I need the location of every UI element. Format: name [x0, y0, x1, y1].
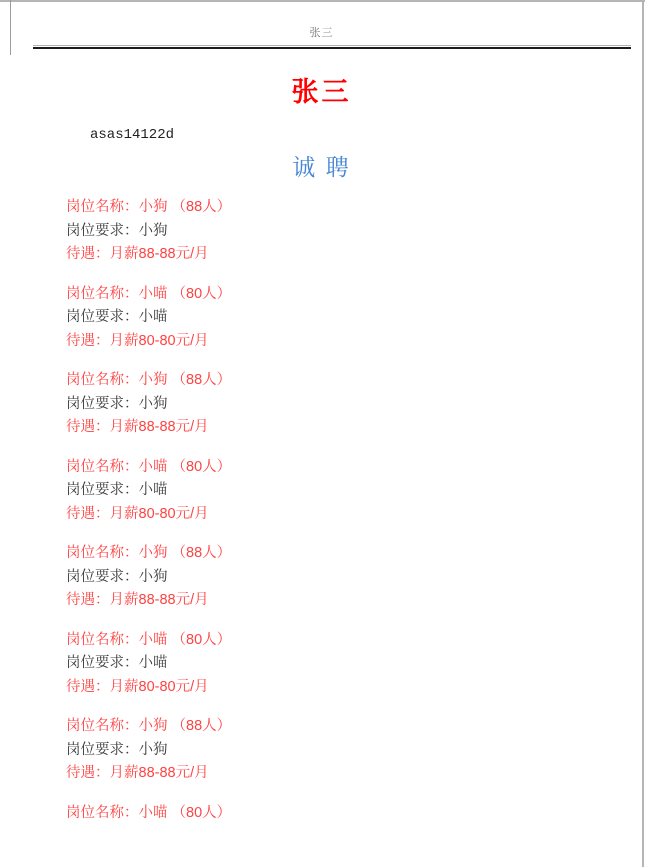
job-requirement-line: 岗位要求：小狗 [66, 568, 168, 585]
job-requirement-line: 岗位要求：小狗 [66, 741, 168, 758]
job-posting [66, 283, 625, 354]
job-salary-line: 待遇：月薪80-80元/月 [66, 332, 209, 349]
job-requirement-line: 岗位要求：小狗 [66, 222, 168, 239]
job-posting [66, 369, 625, 440]
job-name-line: 岗位名称：小狗 （88人） [66, 199, 232, 215]
job-salary-line: 待遇：月薪80-80元/月 [66, 505, 209, 522]
job-posting [66, 456, 625, 527]
job-posting [66, 542, 625, 613]
page-right-edge [642, 0, 644, 867]
job-posting [66, 802, 625, 826]
job-posting [66, 629, 625, 700]
job-requirement-line: 岗位要求：小喵 [66, 482, 168, 498]
document-title: 张三 [291, 77, 352, 107]
page-header [0, 24, 643, 40]
job-posting [66, 196, 625, 267]
job-name-line: 岗位名称：小狗 （88人） [66, 545, 232, 561]
job-list [66, 196, 625, 841]
job-name-line: 岗位名称：小喵 （80人） [66, 804, 232, 821]
job-name-line: 岗位名称：小喵 （80人） [66, 285, 232, 302]
job-requirement-line: 岗位要求：小狗 [66, 395, 168, 412]
viewport-top-edge [0, 0, 645, 2]
job-name-line: 岗位名称：小喵 （80人） [66, 631, 232, 648]
job-name-line: 岗位名称：小狗 （88人） [66, 718, 232, 734]
job-salary-line: 待遇：月薪88-88元/月 [66, 592, 209, 608]
code-text: asas14122d [90, 127, 175, 143]
recruit-heading: 诚 聘 [292, 154, 351, 180]
header-text: 张三 [309, 27, 334, 39]
job-salary-line: 待遇：月薪80-80元/月 [66, 678, 209, 695]
header-rule-thin-line [33, 45, 631, 46]
job-salary-line: 待遇：月薪88-88元/月 [66, 246, 209, 262]
job-name-line: 岗位名称：小狗 （88人） [66, 372, 232, 388]
job-requirement-line: 岗位要求：小喵 [66, 309, 168, 325]
job-salary-line: 待遇：月薪88-88元/月 [66, 419, 209, 435]
job-posting [66, 715, 625, 786]
job-salary-line: 待遇：月薪88-88元/月 [66, 765, 209, 781]
header-rule [33, 45, 631, 49]
header-rule-thick-line [33, 47, 631, 49]
job-name-line: 岗位名称：小喵 （80人） [66, 458, 232, 475]
job-requirement-line: 岗位要求：小喵 [66, 655, 168, 671]
